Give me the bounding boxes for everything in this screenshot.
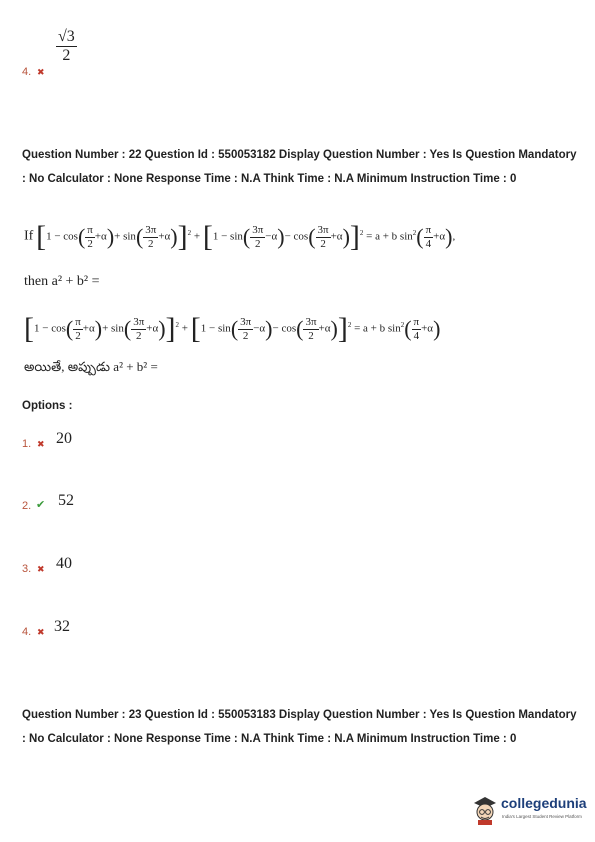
if-label: If (24, 228, 34, 244)
collegedunia-logo (472, 793, 592, 829)
then-line: then a² + b² = (24, 274, 100, 289)
option-3[interactable] (22, 555, 142, 579)
correct-check-icon: ✔ (36, 499, 46, 511)
telugu-then-line: అయితే, అప్పుడు a² + b² = (24, 359, 158, 374)
logo-wordmark: collegedunia (501, 795, 587, 811)
option-2[interactable] (22, 492, 142, 516)
option-value: 40 (56, 555, 72, 572)
option-number: 4. (22, 626, 32, 638)
wrong-icon: ✖ (37, 439, 45, 449)
student-mascot-icon (472, 795, 498, 825)
option-number: 4. (22, 66, 32, 78)
wrong-icon: ✖ (37, 67, 45, 77)
question-equation-telugu: [1 − cos( $\frac{\pi}{2}$ +α)+ sin( $\frac{3\pi}{2}$ +α)]$^2$ + [1 − sin( $\frac{3\pi}{2}$ −α)− cos( $\frac{3\pi}{2}$ +α)]$^2$ = a + b $\sin^2$( $\frac{\pi}{4}$ +α) (24, 312, 441, 345)
option-4[interactable] (22, 618, 142, 642)
question-equation-english: If [1 − cos( $\frac{\pi}{2}$ +α)+ sin( $\frac{3\pi}{2}$ +α)]$^2$ + [1 − sin( $\frac{3\pi}{2}$ −α)− cos( $\frac{3\pi}{2}$ +α)]$^2$ = a + b $\sin^2$( $\frac{\pi}{4}$ +α), (24, 220, 456, 253)
wrong-icon: ✖ (37, 627, 45, 637)
question-22-header: Question Number : 22 Question Id : 550053182 Display Question Number : Yes Is Question Mandatory : No Calculator : None Response Time : N.A Think Time : N.A Minimum Instruction Time : 0 (22, 149, 577, 185)
option-number: 1. (22, 438, 32, 450)
option-number: 3. (22, 563, 32, 575)
option-value: 52 (58, 492, 74, 509)
fraction-numerator: √3 (58, 28, 75, 45)
option-value-fraction (56, 28, 77, 64)
option-number: 2. (22, 500, 32, 512)
wrong-icon: ✖ (37, 564, 45, 574)
option-1[interactable] (22, 430, 142, 454)
question-23-header: Question Number : 23 Question Id : 550053183 Display Question Number : Yes Is Question Mandatory : No Calculator : None Response Time : N.A Think Time : N.A Minimum Instruction Time : 0 (22, 709, 577, 745)
option-value: 20 (56, 430, 72, 447)
option-value: 32 (54, 618, 70, 635)
logo-tagline: India's Largest Student Review Platform (502, 814, 582, 819)
fraction-denominator: 2 (62, 46, 71, 64)
options-label: Options : (22, 400, 73, 412)
